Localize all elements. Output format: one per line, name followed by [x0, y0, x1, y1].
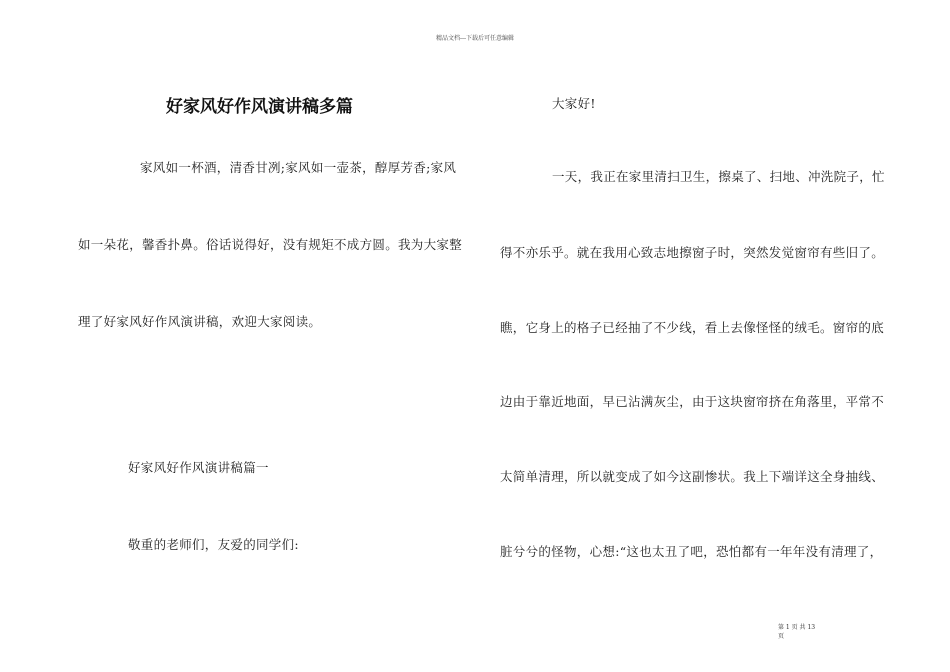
intro-line-1: 家风如一杯酒，清香甘冽;家风如一壶茶，醇厚芳香;家风 [140, 160, 457, 175]
intro-line-2: 如一朵花，馨香扑鼻。俗话说得好，没有规矩不成方圆。我为大家整 [78, 237, 463, 252]
document-title: 好家风好作风演讲稿多篇 [166, 97, 353, 117]
greeting-line: 敬重的老师们，友爱的同学们: [128, 537, 299, 552]
section-heading: 好家风好作风演讲稿篇一 [128, 460, 269, 475]
page-number [778, 623, 815, 641]
body-line-3: 得不亦乐乎。就在我用心致志地擦窗子时，突然发觉窗帘有些旧了。 [500, 245, 885, 260]
body-line-1: 大家好! [552, 96, 596, 111]
header-note: 精品文档---下载后可任意编辑 [435, 35, 515, 42]
intro-line-3: 理了好家风好作风演讲稿，欢迎大家阅读。 [78, 314, 322, 329]
body-line-2: 一天，我正在家里清扫卫生，擦桌了、扫地、冲洗院子，忙 [552, 169, 885, 184]
body-line-6: 太简单清理，所以就变成了如今这副惨状。我上下端详这全身抽线、 [500, 469, 885, 484]
body-line-4: 瞧，它身上的格子已经抽了不少线，看上去像怪怪的绒毛。窗帘的底 [500, 320, 885, 335]
body-line-7: 脏兮兮的怪物，心想:“这也太丑了吧，恐怕都有一年年没有清理了， [500, 544, 883, 559]
body-line-5: 边由于靠近地面，早已沾满灰尘，由于这块窗帘挤在角落里，平常不 [500, 394, 885, 409]
page-info: 第 1 页 共 13 [778, 624, 816, 631]
page-suffix: 页 [778, 633, 785, 640]
